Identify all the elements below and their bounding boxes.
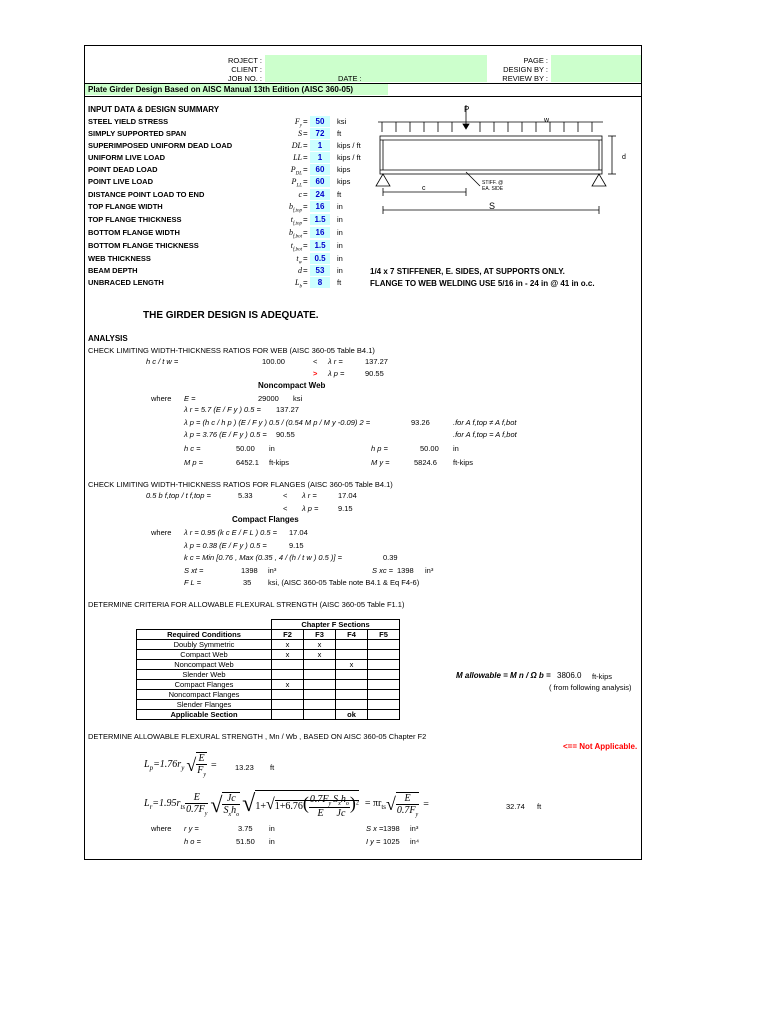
input-unit: in <box>337 215 343 224</box>
input-equals: = <box>303 241 308 250</box>
input-unit: ft <box>337 129 342 138</box>
input-value-field[interactable]: 16 <box>310 201 330 212</box>
input-equals: = <box>303 190 308 199</box>
criteria-mark <box>336 640 368 650</box>
input-equals: = <box>303 117 308 126</box>
flange-lambda-p-result: 9.15 <box>289 541 304 550</box>
flange-lambda-r-formula: λ r = 0.95 (k c E / F L ) 0.5 = <box>184 528 278 537</box>
criteria-corner <box>137 620 272 630</box>
input-symbol-main: L <box>295 278 300 287</box>
input-equals: = <box>303 165 308 174</box>
criteria-condition: Noncompact Flanges <box>137 690 272 700</box>
criteria-mark <box>368 640 400 650</box>
girder-elevation <box>380 136 602 174</box>
left-support <box>376 174 390 186</box>
criteria-mark: ok <box>336 710 368 720</box>
criteria-mark <box>272 690 304 700</box>
flange-check-heading: CHECK LIMITING WIDTH-THICKNESS RATIOS FOR FLANGES (AISC 360-05 Table B4.1) <box>88 480 393 489</box>
input-label: UNBRACED LENGTH <box>88 278 164 287</box>
ho-value: 51.50 <box>236 837 255 846</box>
lp-unit: ft <box>270 763 275 772</box>
sxt-label: S xt = <box>184 566 204 575</box>
criteria-condition: Noncompact Web <box>137 660 272 670</box>
input-equals: = <box>303 254 308 263</box>
input-value-field[interactable]: 1 <box>310 140 330 151</box>
sx-value: 1398 <box>383 824 400 833</box>
input-symbol <box>266 190 302 202</box>
sx-label: S x = <box>366 824 384 833</box>
input-label: BEAM DEPTH <box>88 266 138 275</box>
criteria-mark: x <box>304 640 336 650</box>
beam-diagram <box>368 102 638 222</box>
input-value-field[interactable]: 16 <box>310 227 330 238</box>
input-symbol-sub: y <box>299 123 302 129</box>
project-label: ROJECT : <box>227 56 262 65</box>
hp-unit: in <box>453 444 459 453</box>
input-unit: in <box>337 228 343 237</box>
criteria-mark <box>336 650 368 660</box>
sx-unit: in³ <box>410 824 419 833</box>
criteria-row <box>137 670 400 680</box>
input-unit: ksi <box>337 117 347 126</box>
ho-unit: in <box>269 837 275 846</box>
fl-note: ksi, (AISC 360-05 Table note B4.1 & Eq F4-6) <box>268 578 420 587</box>
criteria-mark <box>336 690 368 700</box>
criteria-mark <box>336 700 368 710</box>
input-symbol-sub: DL <box>295 171 302 177</box>
input-unit: kips / ft <box>337 153 361 162</box>
input-value-field[interactable]: 60 <box>310 176 330 187</box>
input-label: POINT DEAD LOAD <box>88 165 158 174</box>
iy-unit: in⁴ <box>410 837 420 846</box>
flange-lt-sign-1: < <box>283 491 288 500</box>
criteria-mark: x <box>272 680 304 690</box>
input-symbol <box>266 278 302 290</box>
flange-lambda-p-label: λ p = <box>302 504 319 513</box>
input-label: STEEL YIELD STRESS <box>88 117 169 126</box>
input-symbol <box>266 129 302 141</box>
input-label: TOP FLANGE THICKNESS <box>88 215 182 224</box>
sxt-value: 1398 <box>241 566 258 575</box>
input-symbol-main: DL <box>291 141 302 150</box>
project-field[interactable] <box>265 55 487 82</box>
input-label: DISTANCE POINT LOAD TO END <box>88 190 205 199</box>
input-equals: = <box>303 278 308 287</box>
input-symbol-main: d <box>298 266 302 275</box>
input-value-field[interactable]: 1.5 <box>310 240 330 251</box>
input-heading: INPUT DATA & DESIGN SUMMARY <box>88 105 220 114</box>
input-symbol-main: t <box>290 215 293 224</box>
input-value-field[interactable]: 60 <box>310 164 330 175</box>
criteria-condition: Slender Flanges <box>137 700 272 710</box>
criteria-mark <box>304 660 336 670</box>
elastic-modulus-value: 29000 <box>258 394 279 403</box>
input-symbol <box>266 266 302 278</box>
input-unit: in <box>337 241 343 250</box>
input-value-field[interactable]: 8 <box>310 277 330 288</box>
page-field[interactable] <box>551 55 641 82</box>
web-lambda-p-note-1: .for A f,top ≠ A f,bot <box>453 418 517 427</box>
design-conclusion: THE GIRDER DESIGN IS ADEQUATE. <box>143 310 319 321</box>
iy-value: 1025 <box>383 837 400 846</box>
sxt-unit: in³ <box>268 566 277 575</box>
web-where-label: where <box>151 394 172 403</box>
elastic-modulus-label: E = <box>184 394 196 403</box>
web-gt-sign: > <box>313 369 318 378</box>
input-symbol-sub: b <box>299 284 302 290</box>
input-unit: in <box>337 202 343 211</box>
client-label: CLIENT : <box>231 65 262 74</box>
input-symbol-main: c <box>298 190 302 199</box>
web-lambda-p-formula-2: λ p = 3.76 (E / F y ) 0.5 = <box>184 430 267 439</box>
right-support <box>592 174 606 186</box>
criteria-mark: x <box>336 660 368 670</box>
point-load-arrowhead <box>463 124 469 129</box>
input-symbol-main: LL <box>293 153 302 162</box>
input-symbol-main: S <box>298 129 302 138</box>
flange-lt-sign-2: < <box>283 504 288 513</box>
input-symbol <box>266 241 302 253</box>
input-symbol-sub: LL <box>296 183 302 189</box>
m-allowable-note: ( from following analysis) <box>549 683 632 692</box>
input-label: BOTTOM FLANGE WIDTH <box>88 228 180 237</box>
input-symbol-main: b <box>288 228 293 237</box>
chapter-col-header: F4 <box>336 630 368 640</box>
date-label: DATE : <box>338 74 362 83</box>
criteria-condition: Compact Flanges <box>137 680 272 690</box>
page-label: PAGE : <box>523 56 548 65</box>
lr-value: 32.74 <box>506 802 525 811</box>
criteria-mark <box>336 680 368 690</box>
mp-value: 6452.1 <box>236 458 259 467</box>
mp-unit: ft-kips <box>269 458 290 467</box>
criteria-mark: x <box>272 640 304 650</box>
web-lambda-p-result-1: 93.26 <box>411 418 430 427</box>
flange-where-label: where <box>151 528 172 537</box>
input-unit: ft <box>337 278 342 287</box>
input-symbol-sub: f,top <box>292 221 302 227</box>
criteria-mark <box>304 710 336 720</box>
sxc-label: S xc = <box>372 566 394 575</box>
criteria-condition: Doubly Symmetric <box>137 640 272 650</box>
not-applicable-warning: <== Not Applicable. <box>563 742 638 751</box>
input-equals: = <box>303 202 308 211</box>
input-equals: = <box>303 177 308 186</box>
input-symbol-main: t <box>290 241 293 250</box>
input-label: WEB THICKNESS <box>88 254 151 263</box>
sheet-title: Plate Girder Design Based on AISC Manual 13th Edition (AISC 360-05) <box>85 84 388 95</box>
input-unit: kips <box>337 165 351 174</box>
criteria-row <box>137 660 400 670</box>
ry-label: r y = <box>184 824 199 833</box>
job-label: JOB NO. : <box>227 74 262 83</box>
input-unit: ft <box>337 190 342 199</box>
input-equals: = <box>303 141 308 150</box>
input-equals: = <box>303 228 308 237</box>
flange-ratio-value: 5.33 <box>238 491 253 500</box>
stiffener-label-1: STIFF. @ <box>482 180 504 186</box>
hp-value: 50.00 <box>420 444 439 453</box>
input-symbol <box>266 117 302 129</box>
criteria-mark <box>272 670 304 680</box>
criteria-mark <box>336 670 368 680</box>
input-symbol <box>266 254 302 266</box>
criteria-mark <box>368 660 400 670</box>
sxc-value: 1398 <box>397 566 414 575</box>
p-label: P <box>464 105 470 114</box>
web-check-heading: CHECK LIMITING WIDTH-THICKNESS RATIOS FOR WEB (AISC 360-05 Table B4.1) <box>88 346 375 355</box>
criteria-mark <box>272 660 304 670</box>
web-lambda-r-formula: λ r = 5.7 (E / F y ) 0.5 = <box>184 405 261 414</box>
web-ratio-label: h c / t w = <box>146 357 179 366</box>
chapter-f-header: Chapter F Sections <box>272 620 400 630</box>
m-allowable-unit: ft-kips <box>592 672 613 681</box>
hp-label: h p = <box>371 444 388 453</box>
criteria-row <box>137 690 400 700</box>
input-unit: in <box>337 266 343 275</box>
chapter-col-header: F3 <box>304 630 336 640</box>
input-label: SUPERIMPOSED UNIFORM DEAD LOAD <box>88 141 233 150</box>
ho-label: h o = <box>184 837 201 846</box>
my-value: 5824.6 <box>414 458 437 467</box>
review-by-label: REVIEW BY : <box>502 74 548 83</box>
criteria-mark <box>272 710 304 720</box>
fl-value: 35 <box>243 578 252 587</box>
web-lambda-p-formula-1: λ p = (h c / h p ) (E / F y ) 0.5 / (0.54 M p / M y -0.09) 2 = <box>184 418 371 427</box>
criteria-heading: DETERMINE CRITERIA FOR ALLOWABLE FLEXURAL STRENGTH (AISC 360-05 Table F1.1) <box>88 600 405 609</box>
flange-lambda-r-value: 17.04 <box>338 491 357 500</box>
criteria-mark <box>304 670 336 680</box>
input-value-field[interactable]: 72 <box>310 128 330 139</box>
f2-where-label: where <box>151 824 172 833</box>
flange-ratio-label: 0.5 b f,top / t f,top = <box>146 491 211 500</box>
input-symbol-main: P <box>291 177 297 186</box>
input-symbol <box>266 215 302 227</box>
chapter-col-header: F5 <box>368 630 400 640</box>
sxc-unit: in³ <box>425 566 434 575</box>
analysis-heading: ANALYSIS <box>88 334 128 343</box>
flange-lambda-p-value: 9.15 <box>338 504 353 513</box>
input-value-field[interactable]: 24 <box>310 189 330 200</box>
criteria-condition: Applicable Section <box>137 710 272 720</box>
m-allowable-label: M allowable = M n / Ω b = <box>456 671 551 680</box>
input-symbol <box>266 165 302 177</box>
lr-equation: $L_r=1.95r_{ts}$ $\frac{E}{0.7F_y}$ √ $\frac{Jc}{S_xh_o}$ √ 1+√1+6.76( $\frac{0.7F_y}{E}$ $\frac{S_xh_o}{Jc}$ )$^2$ = $\pi r_{ts}$ √ $\frac{E}{0.7F_y}$ = <box>144 791 429 820</box>
criteria-row <box>137 680 400 690</box>
criteria-mark <box>304 680 336 690</box>
criteria-mark <box>368 650 400 660</box>
s-label: S <box>489 201 496 211</box>
stiffener-label-2: EA. SIDE <box>482 186 504 192</box>
chapter-col-header: F2 <box>272 630 304 640</box>
criteria-mark <box>368 710 400 720</box>
input-value-field[interactable]: 53 <box>310 265 330 276</box>
lr-unit: ft <box>537 802 542 811</box>
web-lambda-r-value: 137.27 <box>365 357 388 366</box>
input-unit: kips / ft <box>337 141 361 150</box>
web-lambda-r-label: λ r = <box>328 357 343 366</box>
criteria-mark <box>368 670 400 680</box>
criteria-mark <box>368 690 400 700</box>
f2-heading: DETERMINE ALLOWABLE FLEXURAL STRENGTH , Mn / Wb , BASED ON AISC 360-05 Chapter F2 <box>88 732 427 741</box>
criteria-mark <box>272 700 304 710</box>
kc-value: 0.39 <box>383 553 398 562</box>
hc-unit: in <box>269 444 275 453</box>
input-symbol-sub: f,bot <box>292 247 302 253</box>
input-label: BOTTOM FLANGE THICKNESS <box>88 241 199 250</box>
design-by-label: DESIGN BY : <box>503 65 548 74</box>
criteria-condition: Compact Web <box>137 650 272 660</box>
mp-label: M p = <box>184 458 203 467</box>
w-label: w <box>544 117 550 124</box>
input-value-field[interactable]: 1 <box>310 152 330 163</box>
c-label: c <box>422 185 426 192</box>
input-symbol-main: b <box>288 202 293 211</box>
welding-note: FLANGE TO WEB WELDING USE 5/16 in - 24 in @ 41 in o.c. <box>370 279 595 288</box>
input-symbol-main: t <box>296 254 299 263</box>
input-symbol-sub: w <box>298 260 302 266</box>
input-label: SIMPLY SUPPORTED SPAN <box>88 129 187 138</box>
input-symbol <box>266 141 302 153</box>
flange-lambda-p-formula: λ p = 0.38 (E / F y ) 0.5 = <box>184 541 267 550</box>
lp-value: 13.23 <box>235 763 254 772</box>
input-label: TOP FLANGE WIDTH <box>88 202 163 211</box>
elastic-modulus-unit: ksi <box>293 394 303 403</box>
web-ratio-value: 100.00 <box>262 357 285 366</box>
stiffener-note: 1/4 x 7 STIFFENER, E. SIDES, AT SUPPORTS ONLY. <box>370 267 565 276</box>
my-unit: ft-kips <box>453 458 474 467</box>
input-label: UNIFORM LIVE LOAD <box>88 153 166 162</box>
input-symbol-main: P <box>290 165 296 174</box>
input-value-field[interactable]: 0.5 <box>310 253 330 264</box>
flange-lambda-r-result: 17.04 <box>289 528 308 537</box>
m-allowable-value: 3806.0 <box>557 671 582 680</box>
criteria-condition: Slender Web <box>137 670 272 680</box>
criteria-row <box>137 640 400 650</box>
d-label: d <box>622 154 626 161</box>
criteria-mark <box>368 680 400 690</box>
ry-unit: in <box>269 824 275 833</box>
web-lambda-p-result-2: 90.55 <box>276 430 295 439</box>
input-equals: = <box>303 266 308 275</box>
title-divider <box>85 96 642 97</box>
input-value-field[interactable]: 50 <box>310 116 330 127</box>
required-conditions-header: Required Conditions <box>137 630 272 640</box>
input-unit: in <box>337 254 343 263</box>
input-value-field[interactable]: 1.5 <box>310 214 330 225</box>
criteria-table <box>136 619 400 720</box>
input-symbol <box>266 177 302 189</box>
criteria-row <box>137 650 400 660</box>
web-lt-sign: < <box>313 357 318 366</box>
kc-formula: k c = Min [0.76 , Max (0.35 , 4 / (h / t w ) 0.5 )] = <box>184 553 342 562</box>
criteria-mark: x <box>304 650 336 660</box>
input-symbol <box>266 228 302 240</box>
web-lambda-r-result: 137.27 <box>276 405 299 414</box>
web-lambda-p-label: λ p = <box>328 369 345 378</box>
flange-classification: Compact Flanges <box>232 515 299 524</box>
iy-label: I y = <box>366 837 381 846</box>
input-equals: = <box>303 153 308 162</box>
input-symbol <box>266 153 302 165</box>
criteria-mark: x <box>272 650 304 660</box>
web-lambda-p-note-2: .for A f,top = A f,bot <box>453 430 517 439</box>
input-equals: = <box>303 215 308 224</box>
criteria-row <box>137 710 400 720</box>
input-equals: = <box>303 129 308 138</box>
ry-value: 3.75 <box>238 824 253 833</box>
input-unit: kips <box>337 177 351 186</box>
fl-label: F L = <box>184 578 202 587</box>
criteria-row <box>137 700 400 710</box>
hc-label: h c = <box>184 444 201 453</box>
lp-equation: $L_p=1.76r_y$ √ $\frac{E}{F_y}$ = <box>144 753 217 778</box>
input-label: POINT LIVE LOAD <box>88 177 154 186</box>
header-divider <box>85 83 642 84</box>
distributed-load-arrows <box>382 122 592 132</box>
web-classification: Noncompact Web <box>258 381 326 390</box>
criteria-mark <box>304 700 336 710</box>
input-symbol <box>266 202 302 214</box>
criteria-mark <box>304 690 336 700</box>
hc-value: 50.00 <box>236 444 255 453</box>
web-lambda-p-value: 90.55 <box>365 369 384 378</box>
input-symbol-sub: f,top <box>292 208 302 214</box>
input-symbol-main: F <box>294 117 300 126</box>
criteria-mark <box>368 700 400 710</box>
my-label: M y = <box>371 458 390 467</box>
flange-lambda-r-label: λ r = <box>302 491 317 500</box>
input-symbol-sub: f,bot <box>292 234 302 240</box>
